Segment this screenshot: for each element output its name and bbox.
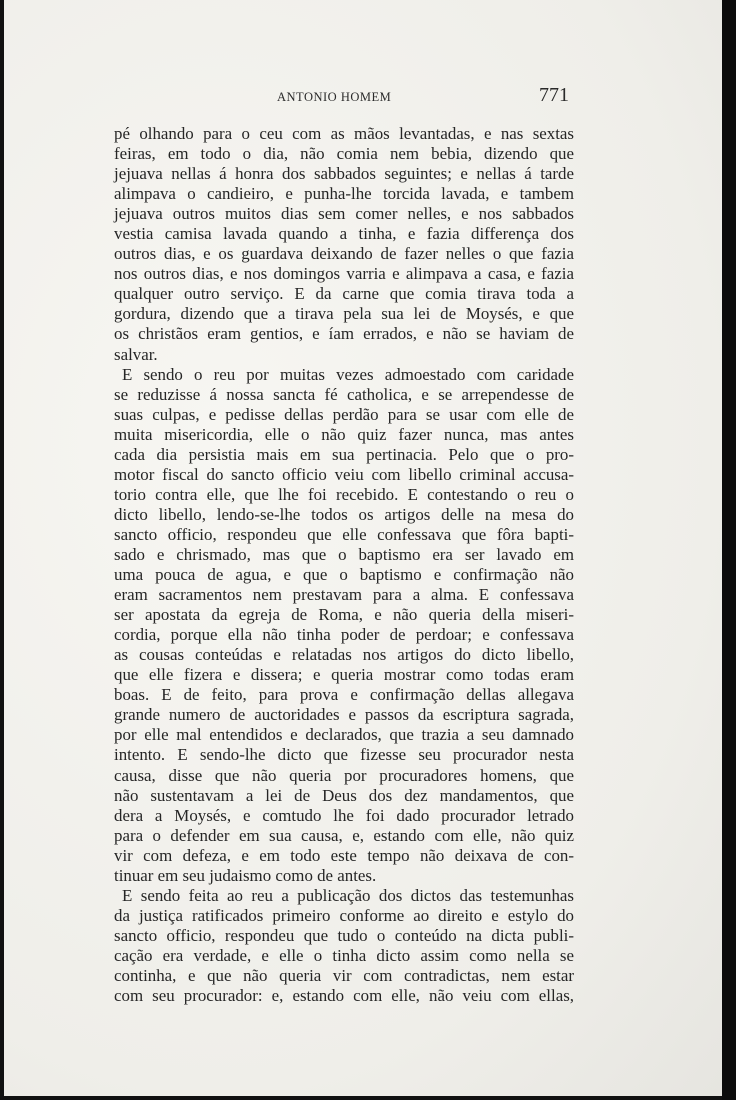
text-line: intento. E sendo-lhe dicto que fizesse seu procurador nesta — [114, 745, 574, 765]
text-line: com seu procurador: e, estando com elle, não veiu com ellas, — [114, 986, 574, 1006]
text-line: E sendo o reu por muitas vezes admoestado com caridade — [122, 364, 574, 384]
text-line: dicto libello, lendo-se-lhe todos os artigos delle na mesa do — [114, 504, 574, 524]
text-line: por elle mal entendidos e declarados, que trazia a seu damnado — [114, 725, 574, 745]
text-line: muita misericordia, elle o não quiz fazer nunca, mas antes — [114, 424, 574, 444]
text-line: salvar. — [114, 344, 158, 364]
text-line: eram sacramentos nem prestavam para a alma. E confessava — [114, 585, 574, 605]
text-line: que elle fizera e dissera; e queria mostrar como todas eram — [114, 665, 574, 685]
text-line: vestia camisa lavada quando a tinha, e fazia differença dos — [114, 224, 574, 244]
text-line: grande numero de auctoridades e passos da escriptura sagrada, — [114, 705, 574, 725]
text-line: causa, disse que não queria por procuradores homens, que — [114, 765, 574, 785]
text-line: ser apostata da egreja de Roma, e não queria della miseri- — [114, 605, 574, 625]
text-line: continha, e que não queria vir com contradictas, nem estar — [114, 965, 574, 985]
text-line: jejuava outros muitos dias sem comer nelles, e nos sabbados — [114, 204, 574, 224]
text-line: tinuar em seu judaismo como de antes. — [114, 865, 377, 885]
text-line: alimpava o candieiro, e punha-lhe torcida lavada, e tambem — [114, 184, 574, 204]
text-line: cada dia persistia mais em sua pertinacia. Pelo que o pro- — [114, 444, 574, 464]
text-line: para o defender em sua causa, e, estando com elle, não quiz — [114, 825, 574, 845]
text-line: E sendo feita ao reu a publicação dos dictos das testemunhas — [122, 885, 574, 905]
text-line: sancto officio, respondeu que elle confessava que fôra bapti- — [114, 524, 574, 544]
text-line: as cousas conteúdas e relatadas nos artigos do dicto libello, — [114, 645, 574, 665]
text-line: sado e chrismado, mas que o baptismo era ser lavado em — [114, 544, 574, 564]
text-line: sancto officio, respondeu que tudo o conteúdo na dicta publi- — [114, 925, 574, 945]
text-line: suas culpas, e pedisse dellas perdão para se usar com elle de — [114, 404, 574, 424]
body-text — [114, 124, 574, 1006]
text-line: se reduzisse á nossa sancta fé catholica, e se arrependesse de — [114, 384, 574, 404]
text-line: jejuava nellas á honra dos sabbados seguintes; e nellas á tarde — [114, 164, 574, 184]
text-line: boas. E de feito, para prova e confirmação dellas allegava — [114, 685, 574, 705]
text-line: gordura, dizendo que a tirava pela sua lei de Moysés, e que — [114, 304, 574, 324]
text-line: da justiça ratificados primeiro conforme ao direito e estylo do — [114, 905, 574, 925]
text-line: cordia, porque ella não tinha poder de perdoar; e confessava — [114, 625, 574, 645]
text-line: feiras, em todo o dia, não comia nem bebia, dizendo que — [114, 144, 574, 164]
page-number: 771 — [539, 84, 569, 106]
text-line: uma pouca de agua, e que o baptismo e confirmação não — [114, 565, 574, 585]
text-line: qualquer outro serviço. E da carne que comia tirava toda a — [114, 284, 574, 304]
book-page — [4, 0, 722, 1096]
scan-border — [722, 0, 736, 1100]
text-line: pé olhando para o ceu com as mãos levantadas, e nas sextas — [114, 124, 574, 143]
text-line: motor fiscal do sancto officio veiu com libello criminal accusa- — [114, 464, 574, 484]
text-line: nos outros dias, e nos domingos varria e alimpava a casa, e fazia — [114, 264, 574, 284]
text-line: não sustentavam a lei de Deus dos dez mandamentos, que — [114, 785, 574, 805]
text-line: os christãos eram gentios, e íam errados, e não se haviam de — [114, 324, 574, 344]
running-title: ANTONIO HOMEM — [277, 90, 392, 104]
text-line: vir com defeza, e em todo este tempo não deixava de con- — [114, 845, 574, 865]
text-line: outros dias, e os guardava deixando de fazer nelles o que fazia — [114, 244, 574, 264]
text-line: torio contra elle, que lhe foi recebido. E contestando o reu o — [114, 484, 574, 504]
text-line: dera a Moysés, e comtudo lhe foi dado procurador letrado — [114, 805, 574, 825]
text-line: cação era verdade, e elle o tinha dicto assim como nella se — [114, 945, 574, 965]
